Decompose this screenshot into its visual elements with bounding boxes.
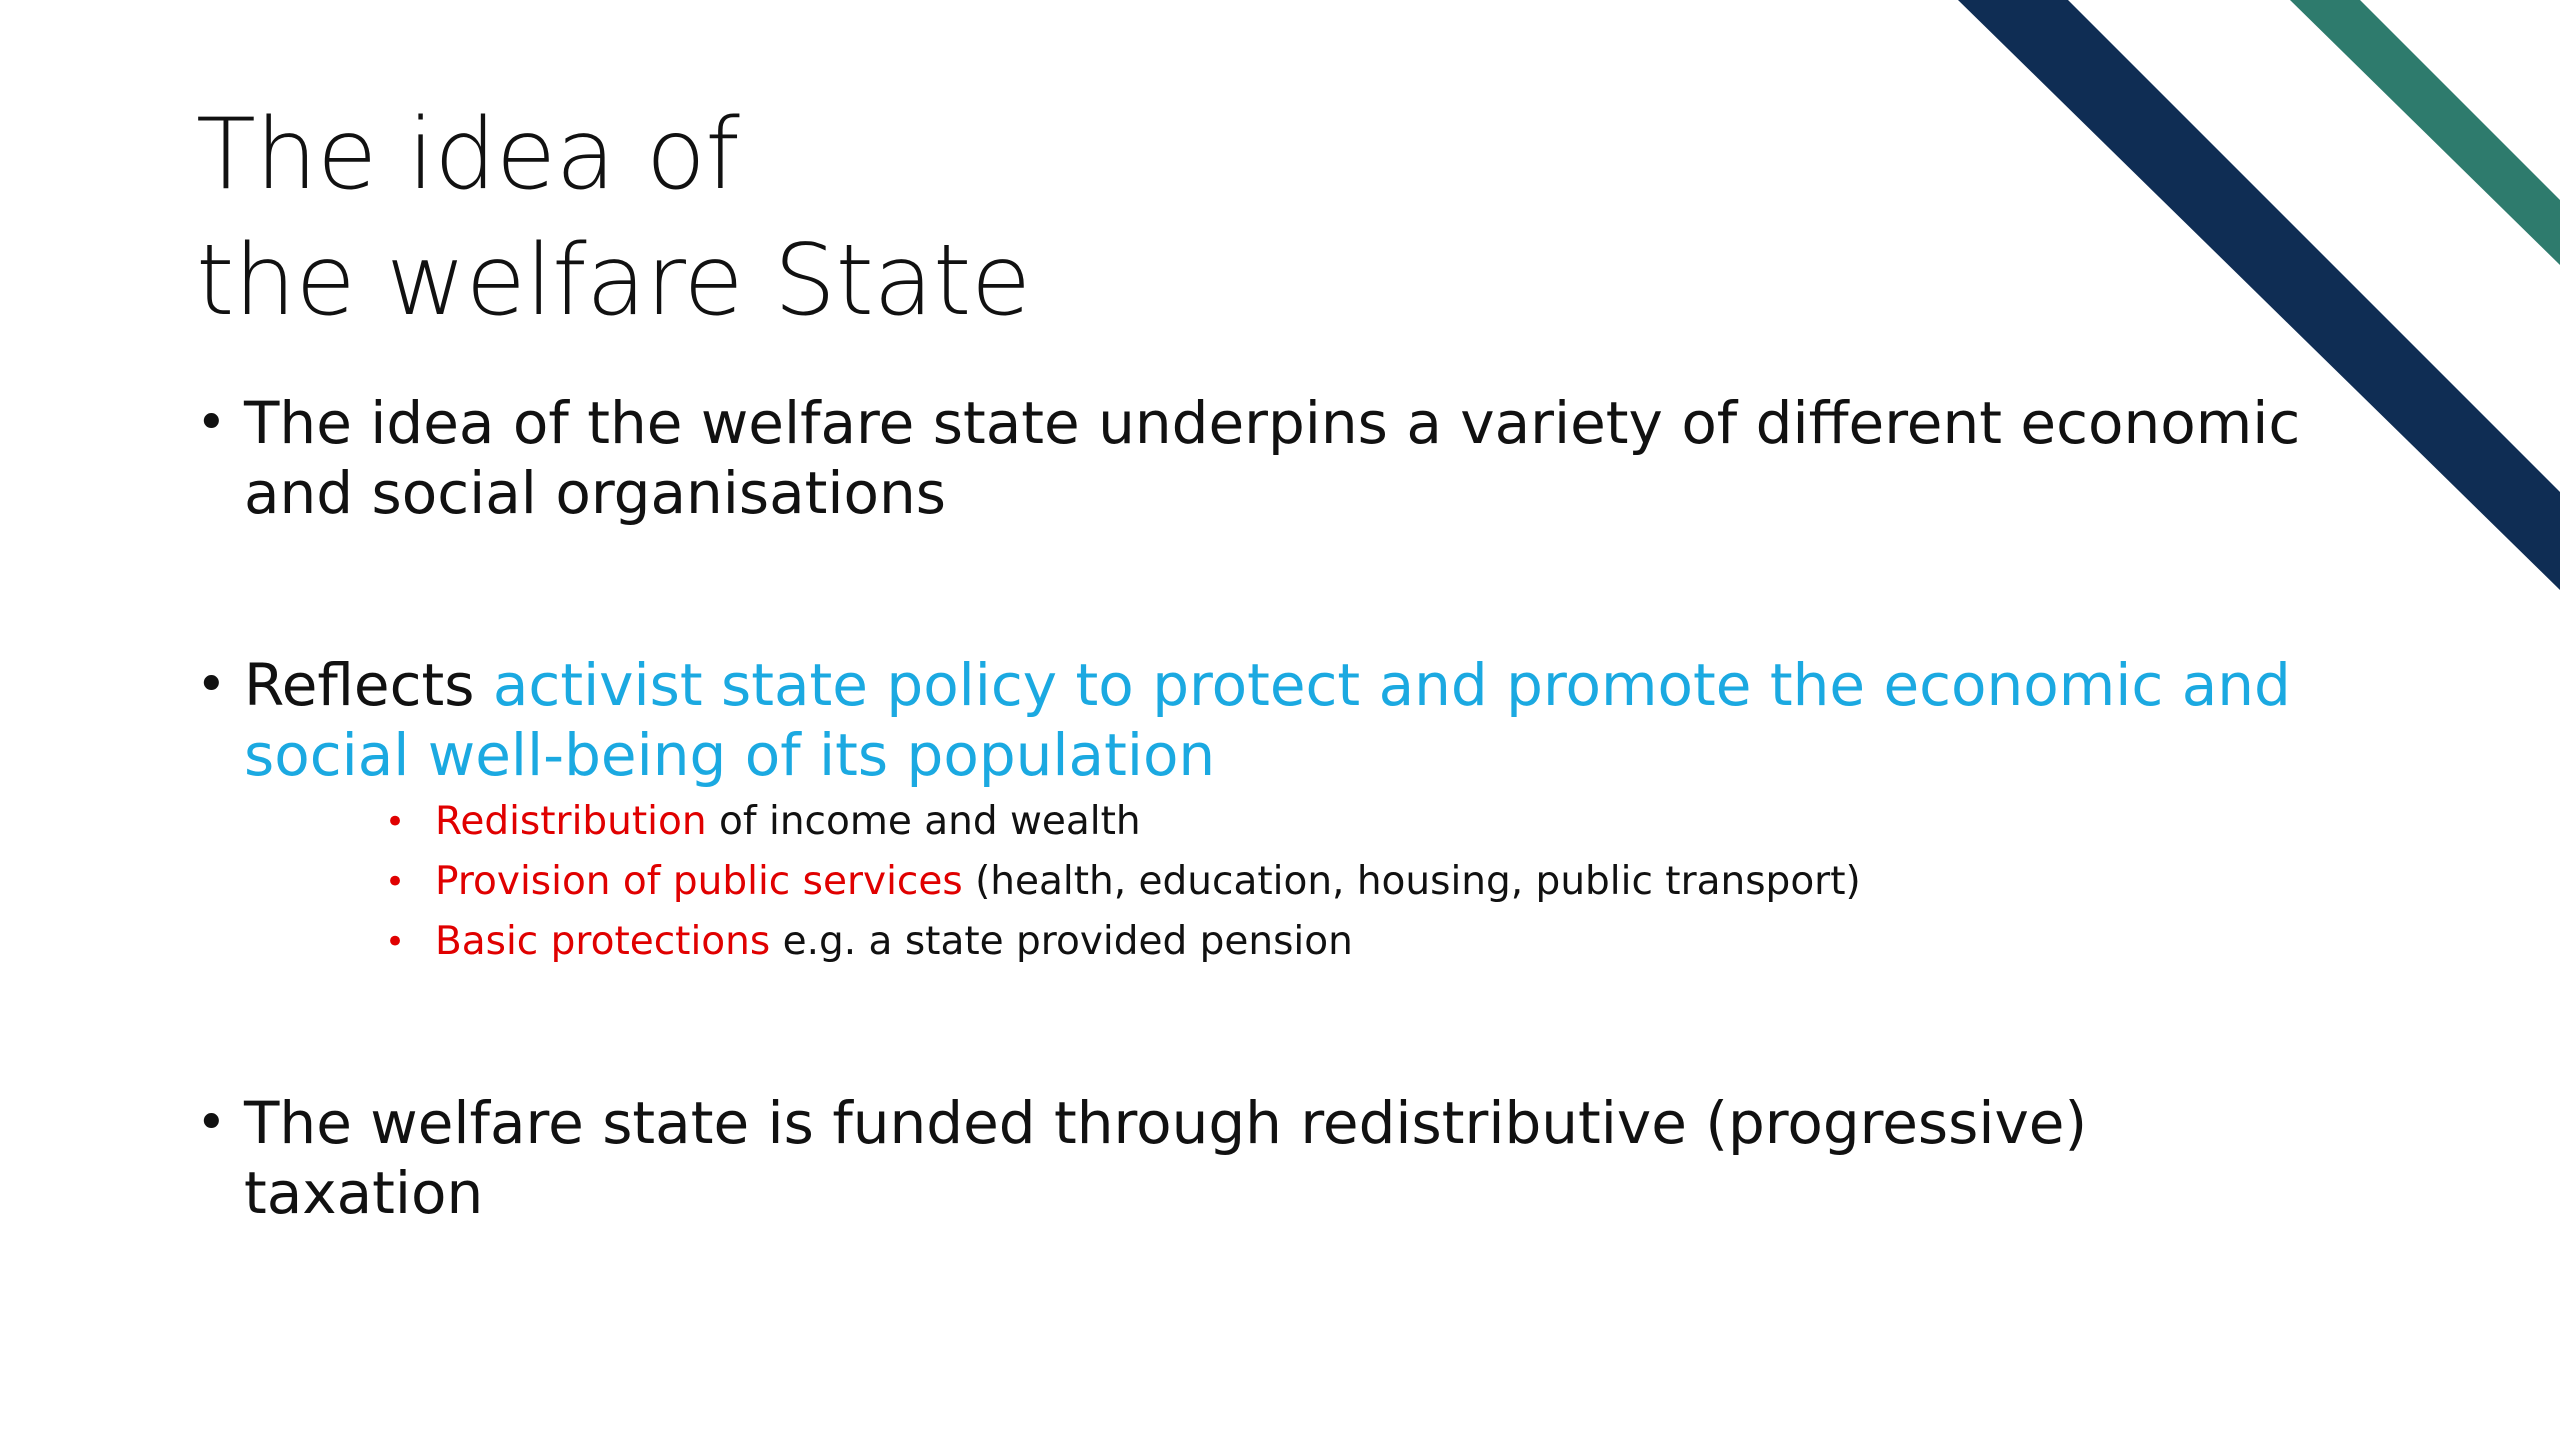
bullet-marker: • — [196, 1093, 227, 1153]
sub-bullet-rest: (health, education, housing, public transport) — [962, 859, 1861, 904]
sub-bullet-rest: of income and wealth — [706, 799, 1141, 844]
bullet-marker: • — [196, 655, 227, 715]
bullet-text: The welfare state is funded through redistributive (progressive) taxation — [244, 1089, 2088, 1227]
sub-bullet-item-3 — [385, 912, 2285, 972]
bullet-item-2 — [196, 650, 2316, 790]
teal-stripe — [2290, 0, 2560, 265]
bullet-item-3 — [196, 1088, 2316, 1228]
title-line-2: the welfare State — [196, 224, 1031, 338]
sub-bullet-marker: • — [385, 802, 406, 842]
sub-bullet-text — [435, 792, 1141, 852]
bullet-text: The idea of the welfare state underpins a variety of different economic and social organisations — [244, 389, 2301, 527]
sub-bullet-highlight: Provision of public services — [435, 859, 963, 904]
bullet-text — [244, 650, 2316, 790]
title-line-1: The idea of — [196, 98, 740, 212]
slide-title — [196, 92, 1031, 344]
sub-bullet-item-1 — [385, 792, 2285, 852]
sub-bullet-highlight: Basic protections — [435, 919, 771, 964]
bullet-highlight: activist state policy to protect and promote the economic and social well-being of its population — [244, 651, 2291, 789]
sub-bullet-item-2 — [385, 852, 2285, 912]
bullet-item-1 — [196, 388, 2316, 528]
sub-bullet-marker: • — [385, 922, 406, 962]
bullet-prefix: Reflects — [244, 651, 493, 719]
sub-bullet-text — [435, 852, 1861, 912]
sub-bullet-marker: • — [385, 862, 406, 902]
sub-bullet-rest: e.g. a state provided pension — [770, 919, 1353, 964]
sub-bullet-text — [435, 912, 1353, 972]
sub-bullet-highlight: Redistribution — [435, 799, 707, 844]
bullet-marker: • — [196, 393, 227, 453]
